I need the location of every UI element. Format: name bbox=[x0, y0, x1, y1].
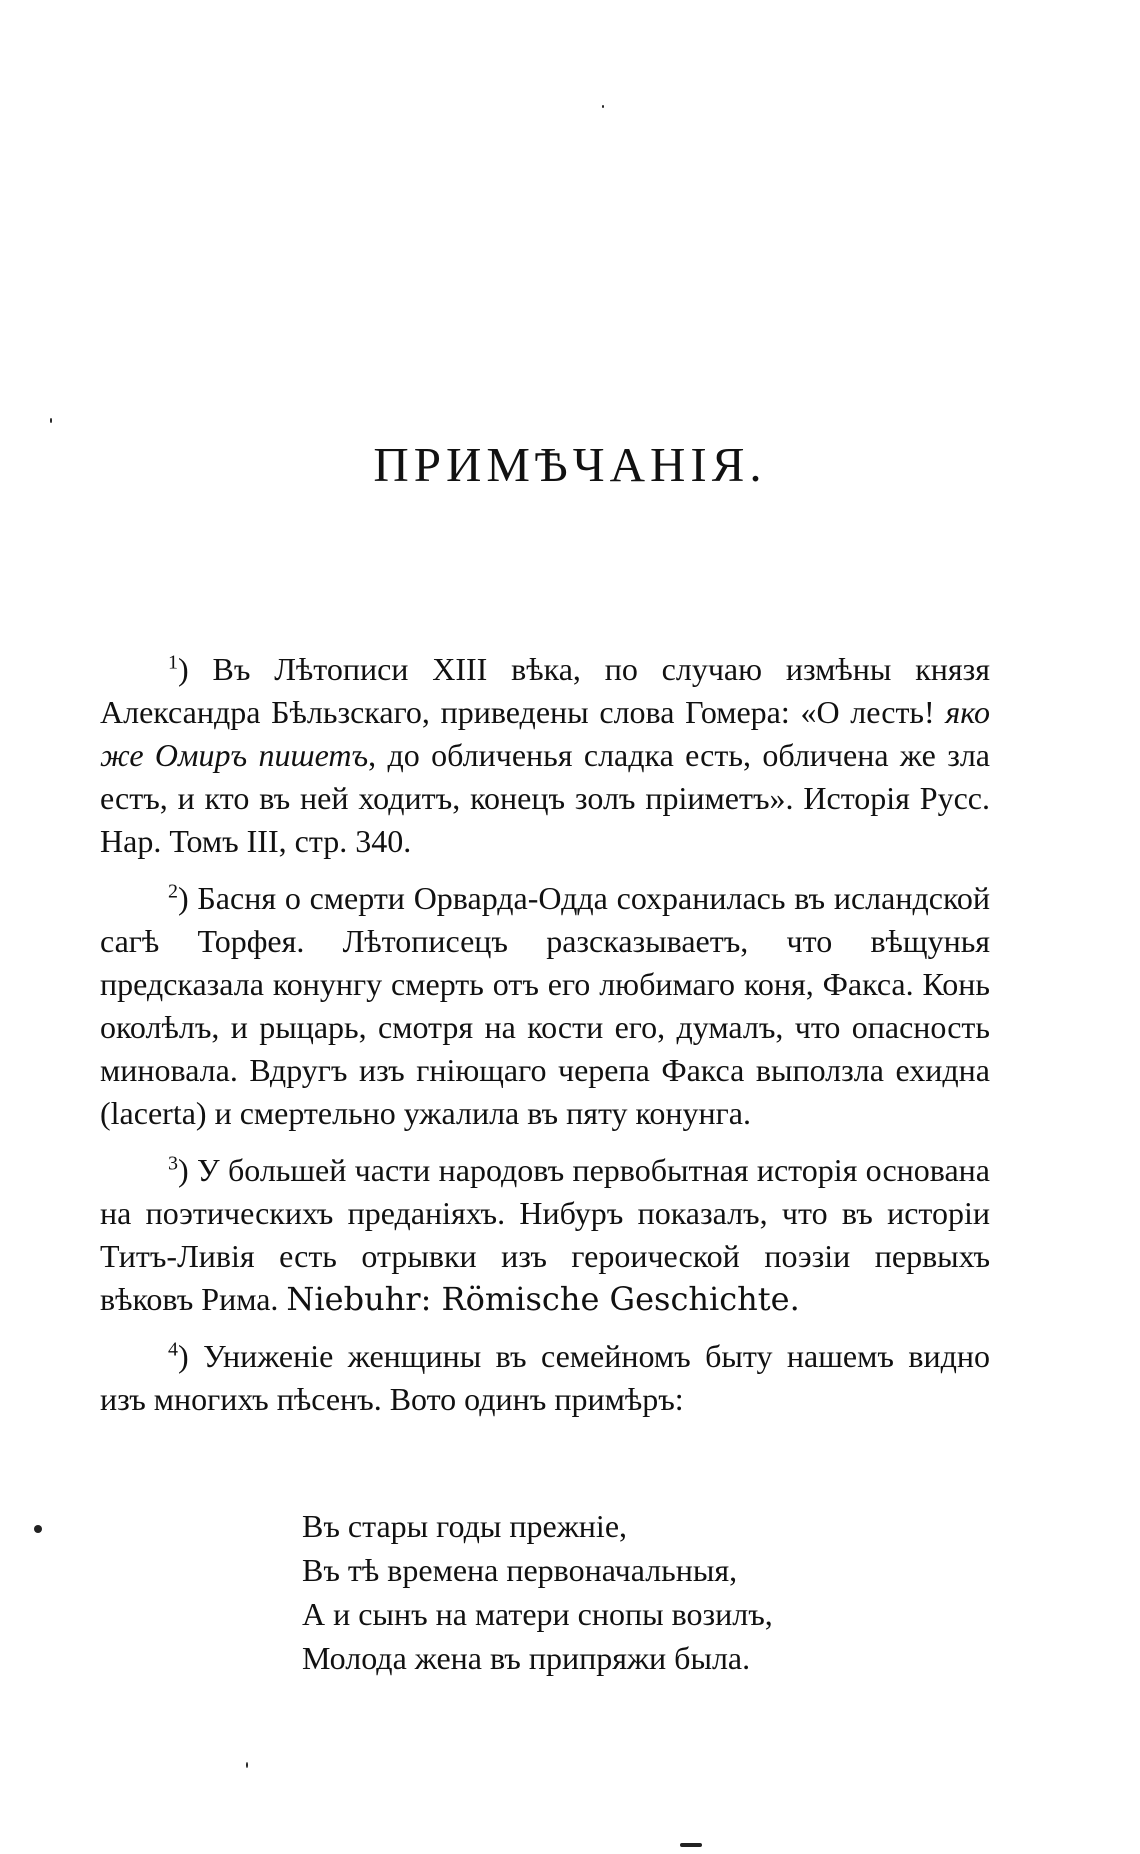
note-marker: 2 bbox=[168, 880, 178, 903]
note-4: $^4$) Униженіе женщины въ семейномъ быту нашемъ видно изъ многихъ пѣсенъ. Вото одинъ примѣръ: bbox=[100, 1338, 991, 1417]
verse-quote bbox=[302, 1504, 773, 1680]
note-1: $^1$) Въ Лѣтописи XIII вѣка, по случаю измѣны князя Александра Бѣльзскаго, приведены слова Гомера: «О лесть! яко же Омиръ пишетъ, до обличенья сладка есть, обличена же зла естъ, и кто въ ней ходитъ, конецъ золъ пріиметъ». Исторія Русс. Нар. Томъ III, стр. 340. bbox=[100, 651, 991, 859]
note-fraktur-citation: Niebuhr: Römische Geschichte. bbox=[286, 1280, 800, 1318]
note-marker: 1 bbox=[168, 651, 178, 674]
note-marker: 4 bbox=[168, 1338, 178, 1361]
verse-line: Въ тѣ времена первоначальныя, bbox=[302, 1552, 738, 1588]
note-marker: 3 bbox=[168, 1152, 178, 1175]
verse-line: Молода жена въ припряжи была. bbox=[302, 1640, 751, 1676]
scan-speck bbox=[602, 105, 604, 108]
scan-speck bbox=[34, 1525, 42, 1533]
note-text: Въ Лѣтописи XIII вѣка, по случаю измѣны князя Александра Бѣльзскаго, приведены слова Гомера: «О лесть! bbox=[100, 651, 991, 730]
verse-line: А и сынъ на матери снопы возилъ, bbox=[302, 1596, 773, 1632]
note-text: Басня о смерти Орварда-Одда сохранилась въ исландской сагѣ Торфея. Лѣтописецъ разсказываетъ, что вѣщунья предсказала конунгу смерть отъ его любимаго коня, Факса. Конь околѣлъ, и рыцарь, смотря на кости его, думалъ, что опасность миновала. Вдругъ изъ гніющаго черепа Факса выползла ехидна (lacerta) и смертельно ужалила въ пяту конунга. bbox=[100, 880, 990, 1131]
note-text: , до обличенья сладка есть, обличена же зла естъ, и кто въ ней ходитъ, конецъ золъ пріиметъ». Исторія Русс. Нар. Томъ III, стр. 340. bbox=[100, 737, 991, 859]
page-title: ПРИМѢЧАНІЯ. bbox=[373, 437, 767, 492]
verse-line: Въ стары годы прежніе, bbox=[302, 1508, 628, 1544]
note-italic-quote: яко же Омиръ пишетъ bbox=[100, 694, 990, 773]
scan-speck bbox=[680, 1843, 702, 1847]
note-2: $^2$) Басня о смерти Орварда-Одда сохранилась въ исландской сагѣ Торфея. Лѣтописецъ разсказываетъ, что вѣщунья предсказала конунгу смерть отъ его любимаго коня, Факса. Конь околѣлъ, и рыцарь, смотря на кости его, думалъ, что опасность миновала. Вдругъ изъ гніющаго черепа Факса выползла ехидна (lacerta) и смертельно ужалила въ пяту конунга. bbox=[100, 880, 990, 1131]
notes-list bbox=[100, 648, 990, 1435]
scan-speck bbox=[50, 418, 52, 423]
scan-speck bbox=[246, 1762, 248, 1768]
note-text: У большей части народовъ первобытная исторія основана на поэтическихъ преданіяхъ. Нибуръ показалъ, что въ исторіи Титъ-Ливія есть отрывки изъ героической поэзіи первыхъ вѣковъ Рима. bbox=[100, 1152, 991, 1317]
note-3: $^3$) У большей части народовъ первобытная исторія основана на поэтическихъ преданіяхъ. Нибуръ показалъ, что въ исторіи Титъ-Ливія есть отрывки изъ героической поэзіи первыхъ вѣковъ Рима. Niebuhr: Römische Geschichte. bbox=[100, 1152, 991, 1318]
note-text: Униженіе женщины въ семейномъ быту нашемъ видно изъ многихъ пѣсенъ. Вото одинъ примѣръ: bbox=[100, 1338, 991, 1417]
